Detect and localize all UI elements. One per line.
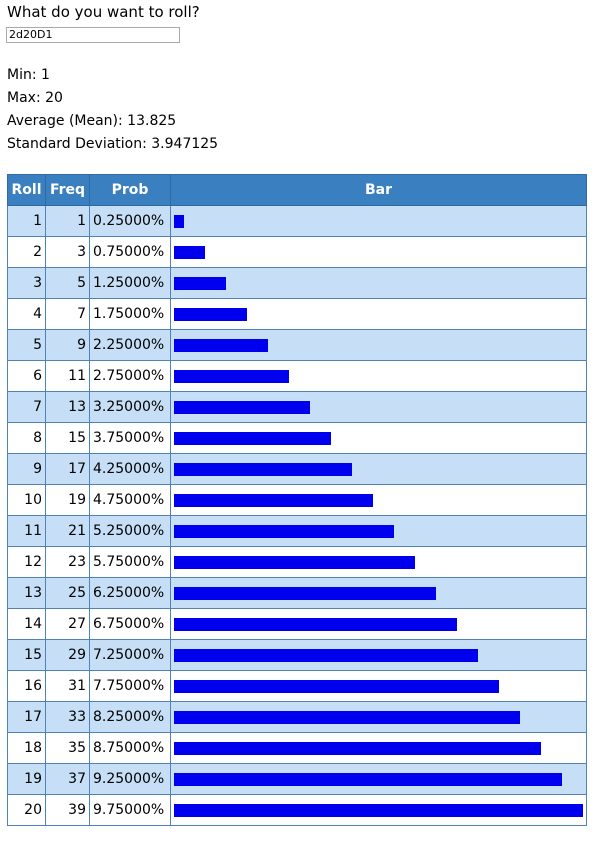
stats-block [7,66,218,158]
roll-cell: 1 [8,206,46,237]
roll-cell: 17 [8,702,46,733]
bar-cell [171,795,587,826]
bar-cell [171,268,587,299]
bar-cell [171,206,587,237]
prob-cell: 0.25000% [90,206,171,237]
roll-cell: 19 [8,764,46,795]
probability-bar [174,246,205,259]
bar-cell [171,547,587,578]
roll-cell: 8 [8,423,46,454]
freq-cell: 15 [46,423,90,454]
roll-cell: 12 [8,547,46,578]
roll-cell: 13 [8,578,46,609]
prob-cell: 6.25000% [90,578,171,609]
max-stat: Max: 20 [7,90,63,106]
prob-cell: 7.25000% [90,640,171,671]
bar-cell [171,764,587,795]
probability-bar [174,339,268,352]
freq-cell: 21 [46,516,90,547]
roll-cell: 7 [8,392,46,423]
probability-bar [174,804,583,817]
probability-bar [174,494,373,507]
roll-cell: 5 [8,330,46,361]
roll-cell: 14 [8,609,46,640]
freq-cell: 9 [46,330,90,361]
header-roll: Roll [8,175,46,206]
roll-cell: 11 [8,516,46,547]
bar-cell [171,640,587,671]
table-row [8,733,587,764]
prob-cell: 8.75000% [90,733,171,764]
header-bar: Bar [171,175,587,206]
roll-input[interactable] [6,27,180,43]
table-row [8,578,587,609]
table-body [8,206,587,826]
probability-bar [174,370,289,383]
roll-cell: 3 [8,268,46,299]
roll-cell: 4 [8,299,46,330]
table-row [8,237,587,268]
bar-cell [171,237,587,268]
header-freq: Freq [46,175,90,206]
prob-cell: 3.25000% [90,392,171,423]
table-row [8,423,587,454]
roll-cell: 20 [8,795,46,826]
table-row [8,764,587,795]
bar-cell [171,299,587,330]
prob-cell: 4.25000% [90,454,171,485]
min-stat: Min: 1 [7,67,50,83]
probability-bar [174,742,541,755]
bar-cell [171,516,587,547]
roll-cell: 6 [8,361,46,392]
freq-cell: 33 [46,702,90,733]
table-row [8,299,587,330]
prob-cell: 6.75000% [90,609,171,640]
bar-cell [171,330,587,361]
roll-cell: 15 [8,640,46,671]
probability-bar [174,773,562,786]
bar-cell [171,609,587,640]
prob-cell: 1.75000% [90,299,171,330]
distribution-table [7,174,587,826]
probability-bar [174,618,457,631]
roll-cell: 9 [8,454,46,485]
stddev-stat: Standard Deviation: 3.947125 [7,136,219,152]
probability-bar [174,525,394,538]
freq-cell: 1 [46,206,90,237]
bar-cell [171,423,587,454]
prob-cell: 4.75000% [90,485,171,516]
freq-cell: 5 [46,268,90,299]
probability-bar [174,463,352,476]
freq-cell: 31 [46,671,90,702]
prob-cell: 7.75000% [90,671,171,702]
probability-bar [174,432,331,445]
table-row [8,330,587,361]
table-row [8,640,587,671]
prob-cell: 1.25000% [90,268,171,299]
freq-cell: 3 [46,237,90,268]
prob-cell: 2.25000% [90,330,171,361]
table-row [8,702,587,733]
prob-cell: 3.75000% [90,423,171,454]
freq-cell: 37 [46,764,90,795]
table-row [8,516,587,547]
bar-cell [171,485,587,516]
bar-cell [171,578,587,609]
table-row [8,206,587,237]
table-row [8,795,587,826]
probability-bar [174,587,436,600]
freq-cell: 25 [46,578,90,609]
probability-bar [174,401,310,414]
table-row [8,361,587,392]
prob-cell: 5.75000% [90,547,171,578]
mean-stat: Average (Mean): 13.825 [7,113,177,129]
prob-cell: 9.25000% [90,764,171,795]
table-row [8,609,587,640]
freq-cell: 27 [46,609,90,640]
table-row [8,454,587,485]
roll-cell: 18 [8,733,46,764]
roll-cell: 16 [8,671,46,702]
freq-cell: 29 [46,640,90,671]
freq-cell: 11 [46,361,90,392]
bar-cell [171,361,587,392]
probability-bar [174,680,499,693]
prob-cell: 5.25000% [90,516,171,547]
table-row [8,268,587,299]
freq-cell: 35 [46,733,90,764]
probability-bar [174,308,247,321]
header-prob: Prob [90,175,171,206]
probability-bar [174,649,478,662]
probability-bar [174,556,415,569]
freq-cell: 19 [46,485,90,516]
prob-cell: 0.75000% [90,237,171,268]
table-header-row [8,175,587,206]
table-row [8,547,587,578]
roll-prompt-label: What do you want to roll? [7,3,200,21]
probability-bar [174,215,184,228]
freq-cell: 7 [46,299,90,330]
bar-cell [171,392,587,423]
freq-cell: 23 [46,547,90,578]
bar-cell [171,733,587,764]
probability-bar [174,711,520,724]
prob-cell: 8.25000% [90,702,171,733]
roll-cell: 2 [8,237,46,268]
table-row [8,392,587,423]
prob-cell: 9.75000% [90,795,171,826]
bar-cell [171,454,587,485]
probability-bar [174,277,226,290]
prob-cell: 2.75000% [90,361,171,392]
table-row [8,485,587,516]
bar-cell [171,671,587,702]
freq-cell: 17 [46,454,90,485]
table-row [8,671,587,702]
freq-cell: 13 [46,392,90,423]
freq-cell: 39 [46,795,90,826]
bar-cell [171,702,587,733]
roll-cell: 10 [8,485,46,516]
